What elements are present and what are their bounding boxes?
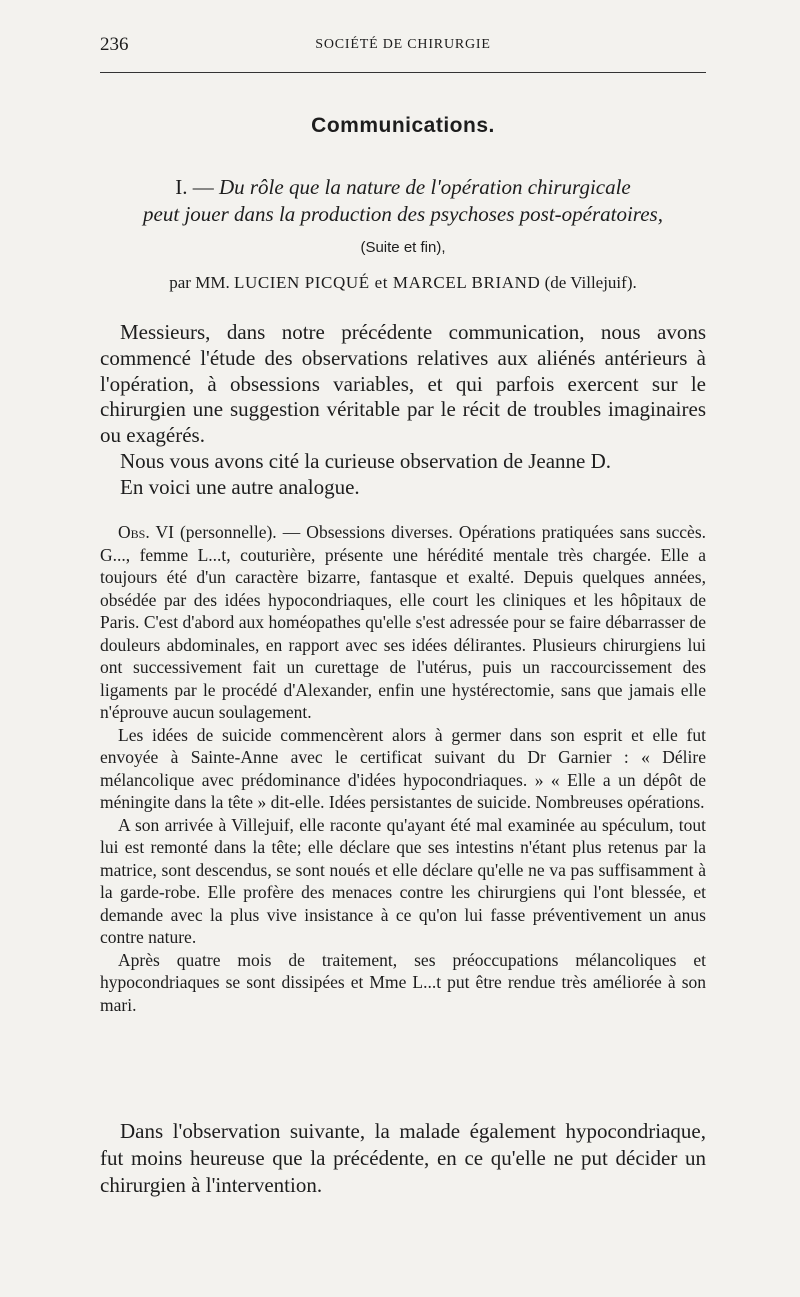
byline-prefix: par MM. <box>169 273 230 292</box>
article-title-line-2: peut jouer dans la production des psychoses post-opératoires, <box>143 202 663 226</box>
running-head <box>100 34 706 60</box>
observation-paragraph: A son arrivée à Villejuif, elle raconte qu'ayant été mal examinée au spéculum, tout lui est remonté dans la tête; elle déclare que ses intestins n'étant plus retenus par la matrice, sont descendus, se sont noués et elle déclare qu'elle ne va pas suffisamment à la garde-robe. Elle profère des menaces contre les chirurgiens qui l'ont blessée, et demande avec la plus vive insistance à ce qu'on lui fasse préventivement un anus contre nature. <box>100 814 706 947</box>
byline-authors: LUCIEN PICQUÉ et MARCEL BRIAND <box>233 273 541 292</box>
observation-text: (personnelle). — Obsessions diverses. Opérations pratiquées sans succès. G..., femme L...t, couturière, présente une hérédité mentale très chargée. Elle a toujours été d'un caractère bizarre, fantasque et exalté. Depuis quelques années, obsédée par des idées hypocondriaques, elle court les cliniques et les hôpitaux de Paris. C'est d'abord aux homéopathes qu'elle s'est adressée pour se faire débarrasser de douleurs abdominales, en rapport avec ses idées délirantes. Plusieurs chirurgiens lui ont successivement fait un curettage de l'utérus, puis un raccourcissement des ligaments par le procédé d'Alexander, enfin une hystérectomie, sans que jamais elle n'éprouve aucun soulagement. <box>100 522 707 722</box>
page-number: 236 <box>100 34 129 55</box>
article-title-text-1: Du rôle que la nature de l'opération chirurgicale <box>218 175 631 199</box>
intro-section <box>100 320 706 501</box>
closing-section <box>100 1118 706 1199</box>
running-title: SOCIÉTÉ DE CHIRURGIE <box>315 37 491 52</box>
article-title-line-1 <box>100 174 706 201</box>
byline-affiliation: (de Villejuif). <box>544 273 637 292</box>
observation-paragraph: Après quatre mois de traitement, ses préoccupations mélancoliques et hypocondriaques se sont dissipées et Mme L...t put être rendue très améliorée à son mari. <box>100 949 706 1015</box>
closing-paragraph: Dans l'observation suivante, la malade également hypocondriaque, fut moins heureuse que la précédente, en ce qu'elle ne put décider un chirurgien à l'intervention. <box>100 1119 706 1197</box>
intro-paragraph: Nous vous avons cité la curieuse observation de Jeanne D. <box>120 448 612 473</box>
intro-paragraph: Messieurs, dans notre précédente communication, nous avons commencé l'étude des observations relatives aux aliénés antérieurs à l'opération, à obsessions variables, et qui parfois exercent sur le chirurgien une suggestion véritable par le récit de troubles imaginaires ou exagérés. <box>100 320 706 448</box>
byline <box>100 273 706 293</box>
intro-paragraph: En voici une autre analogue. <box>120 474 360 499</box>
continuation-note: (Suite et fin), <box>360 239 446 256</box>
observation-label: Obs. VI <box>118 522 174 542</box>
observation-section <box>100 521 706 1016</box>
article-title <box>100 174 706 228</box>
header-rule <box>100 72 706 73</box>
observation-paragraph <box>100 521 706 724</box>
section-title: Communications. <box>311 114 495 137</box>
observation-paragraph: Les idées de suicide commencèrent alors à germer dans son esprit et elle fut envoyée à Sainte-Anne avec le certificat suivant du Dr Garnier : « Délire mélancolique avec prédominance d'idées hypocondriaques. » « Elle a un dépôt de méningite dans la tête » dit-elle. Idées persistantes de suicide. Nombreuses opérations. <box>100 724 706 812</box>
article-number: I. — <box>175 175 214 199</box>
